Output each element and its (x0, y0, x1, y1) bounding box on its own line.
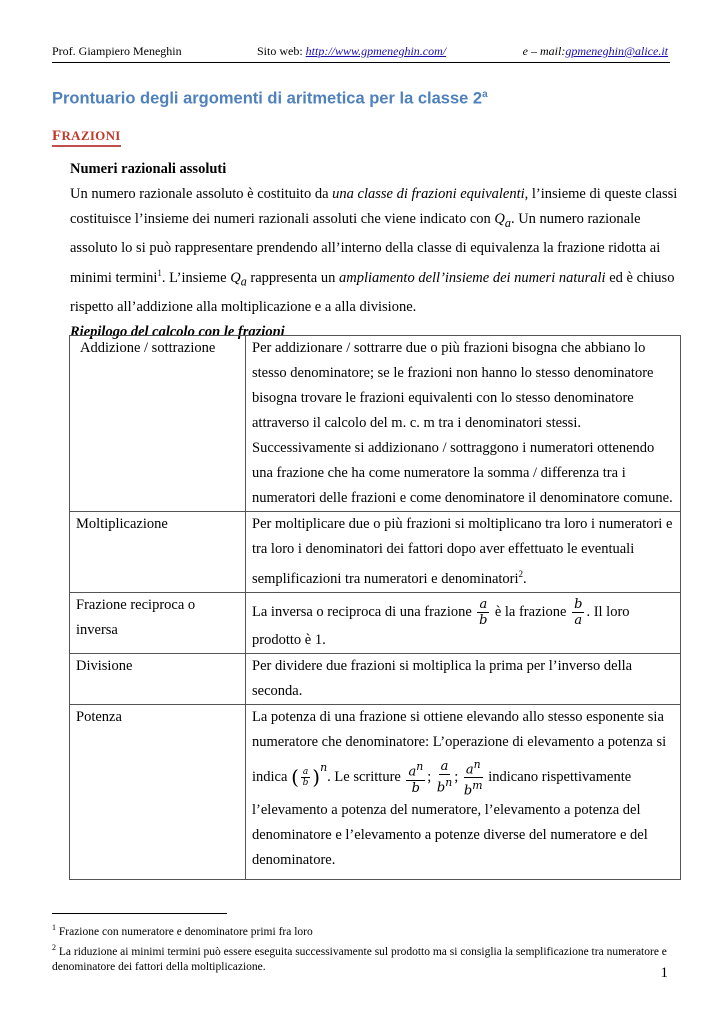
emphasis: ampliamento dell’insieme dei numeri naturali (338, 269, 606, 286)
table-row (70, 336, 681, 512)
footnote-ref: 2 (518, 569, 524, 579)
fraction-a-b (301, 767, 310, 788)
email-label: e – mail: (522, 44, 566, 58)
footnote (52, 940, 672, 975)
intro (70, 157, 682, 345)
description-cell: Per addizionare / sottrarre due o più frazioni bisogna che abbiano lo stesso denominatore; se le frazioni non hanno lo stesso denominatore bisogna trovare le frazioni equivalenti con lo stesso denominatore attraverso il calcolo del m. c. m tra i denominatori stessi. Successivamente si addizionano / sottraggono i numeratori ottenendo una frazione che ha come numeratore la somma / differenza tra i numeratori delle frazioni e come denominatore il denominatore comune. (246, 336, 681, 512)
table-row (70, 512, 681, 593)
text: Per moltiplicare due o più frazioni si moltiplicano tra loro i numeratori e tra loro i denominatori dei fattori dopo aver effettuato le eventuali semplificazioni tra numeratori e denominatori (252, 516, 673, 587)
website-label: Sito web: (257, 44, 306, 58)
operation-cell: Moltiplicazione (70, 512, 246, 593)
text: . L’insieme (161, 269, 231, 286)
section-first-letter: F (52, 128, 62, 144)
page-header (52, 40, 670, 63)
footnote-number: 1 (52, 923, 56, 932)
subheading: Numeri razionali assoluti (70, 161, 227, 177)
fractions-table (69, 335, 681, 880)
exponent: m (472, 779, 483, 792)
exponent: n (416, 760, 424, 774)
symbol-q: Q (494, 211, 505, 227)
denominator: b (479, 612, 488, 628)
website (257, 44, 446, 59)
denominator: b (302, 778, 309, 788)
base: b (436, 780, 446, 796)
email-link[interactable]: gpmeneghin@alice.it (565, 44, 668, 58)
footnotes (52, 920, 672, 975)
footnote-ref: 1 (157, 267, 162, 278)
text: , l’insieme di queste classi costituisce l’insieme dei numeri razionali assoluti che viene indicato con (70, 186, 678, 227)
title-sup: a (482, 89, 488, 100)
fraction-b-a (572, 597, 584, 628)
page-number: 1 (660, 965, 668, 981)
text: La potenza di una frazione si ottiene elevando allo stesso esponente sia numeratore che denominatore: L’operazione di elevamento a potenza si indica (252, 708, 667, 785)
fraction-an-b (406, 759, 425, 795)
text: Un numero razionale assoluto è costituito da (70, 186, 333, 202)
text: rappresenta un (246, 269, 339, 286)
denominator: b (411, 780, 420, 796)
website-link[interactable]: http://www.gpmeneghin.com/ (305, 44, 447, 58)
numerator: a (440, 759, 449, 775)
email (523, 44, 668, 59)
denominator: a (574, 612, 583, 628)
table-row (70, 592, 681, 653)
emphasis: una classe di frazioni equivalenti (332, 186, 525, 202)
exponent: n (473, 757, 481, 771)
numerator: a (479, 596, 488, 612)
numerator: b (574, 596, 583, 612)
fraction-an-bm (464, 757, 483, 799)
operation-cell: Frazione reciproca o inversa (70, 592, 246, 653)
section-heading (52, 128, 121, 147)
description-cell (246, 704, 681, 880)
exponent: n (320, 760, 328, 774)
operation-cell: Addizione / sottrazione (70, 336, 246, 512)
text: è la frazione (491, 603, 571, 620)
intro-paragraph (70, 182, 682, 320)
separator: ; (427, 768, 432, 785)
description-cell (246, 592, 681, 653)
section-rest: RAZIONI (61, 128, 121, 143)
base: a (408, 764, 417, 780)
paren: ( (291, 765, 299, 789)
table-row (70, 704, 681, 880)
title-text: Prontuario degli argomenti di aritmetica per la classe 2 (52, 89, 483, 108)
text: ed è chiuso rispetto all’addizione alla moltiplicazione e a alla divisione. (70, 269, 675, 315)
description-cell: Per dividere due frazioni si moltiplica la prima per l’inverso della seconda. (246, 653, 681, 704)
paren: ) (312, 765, 321, 789)
numerator: a (302, 767, 309, 777)
text: . Un numero razionale assoluto lo si può rappresentare prendendo all’interno della classe di equivalenza la frazione ridotta ai minimi termini (70, 211, 661, 286)
text: . (523, 570, 527, 587)
symbol-a: a (504, 215, 511, 230)
footnote-separator (52, 913, 227, 914)
fraction-a-b (477, 597, 489, 628)
operation-cell: Divisione (70, 653, 246, 704)
text: . Il loro prodotto è 1. (252, 603, 630, 648)
text: indicano rispettivamente l’elevamento a potenza del numeratore, l’elevamento a potenza del denominatore e l’elevamento a potenze diverse del numeratore e del denominatore. (252, 768, 648, 869)
description-cell (246, 512, 681, 593)
author: Prof. Giampiero Meneghin (52, 44, 182, 58)
document-title (52, 89, 488, 109)
separator: ; (454, 768, 459, 785)
text: . Le scritture (327, 768, 405, 785)
footnote (52, 920, 672, 940)
operation-cell: Potenza (70, 704, 246, 880)
symbol-a: a (240, 274, 247, 289)
text: La inversa o reciproca di una frazione (252, 603, 476, 620)
base: a (465, 762, 474, 777)
summary-heading: Riepilogo del calcolo con le frazioni (70, 323, 285, 340)
fraction-a-bn (437, 759, 452, 795)
table-row (70, 653, 681, 704)
base: b (463, 783, 473, 799)
footnote-text: La riduzione ai minimi termini può essere eseguita successivamente sul prodotto ma si consiglia la semplificazione tra numeratore e denominatore dei fattori della moltiplicazione. (52, 945, 667, 973)
symbol-q: Q (230, 269, 241, 286)
exponent: n (445, 776, 453, 790)
footnote-text: Frazione con numeratore e denominatore primi fra loro (56, 925, 313, 938)
footnote-number: 2 (52, 942, 56, 952)
